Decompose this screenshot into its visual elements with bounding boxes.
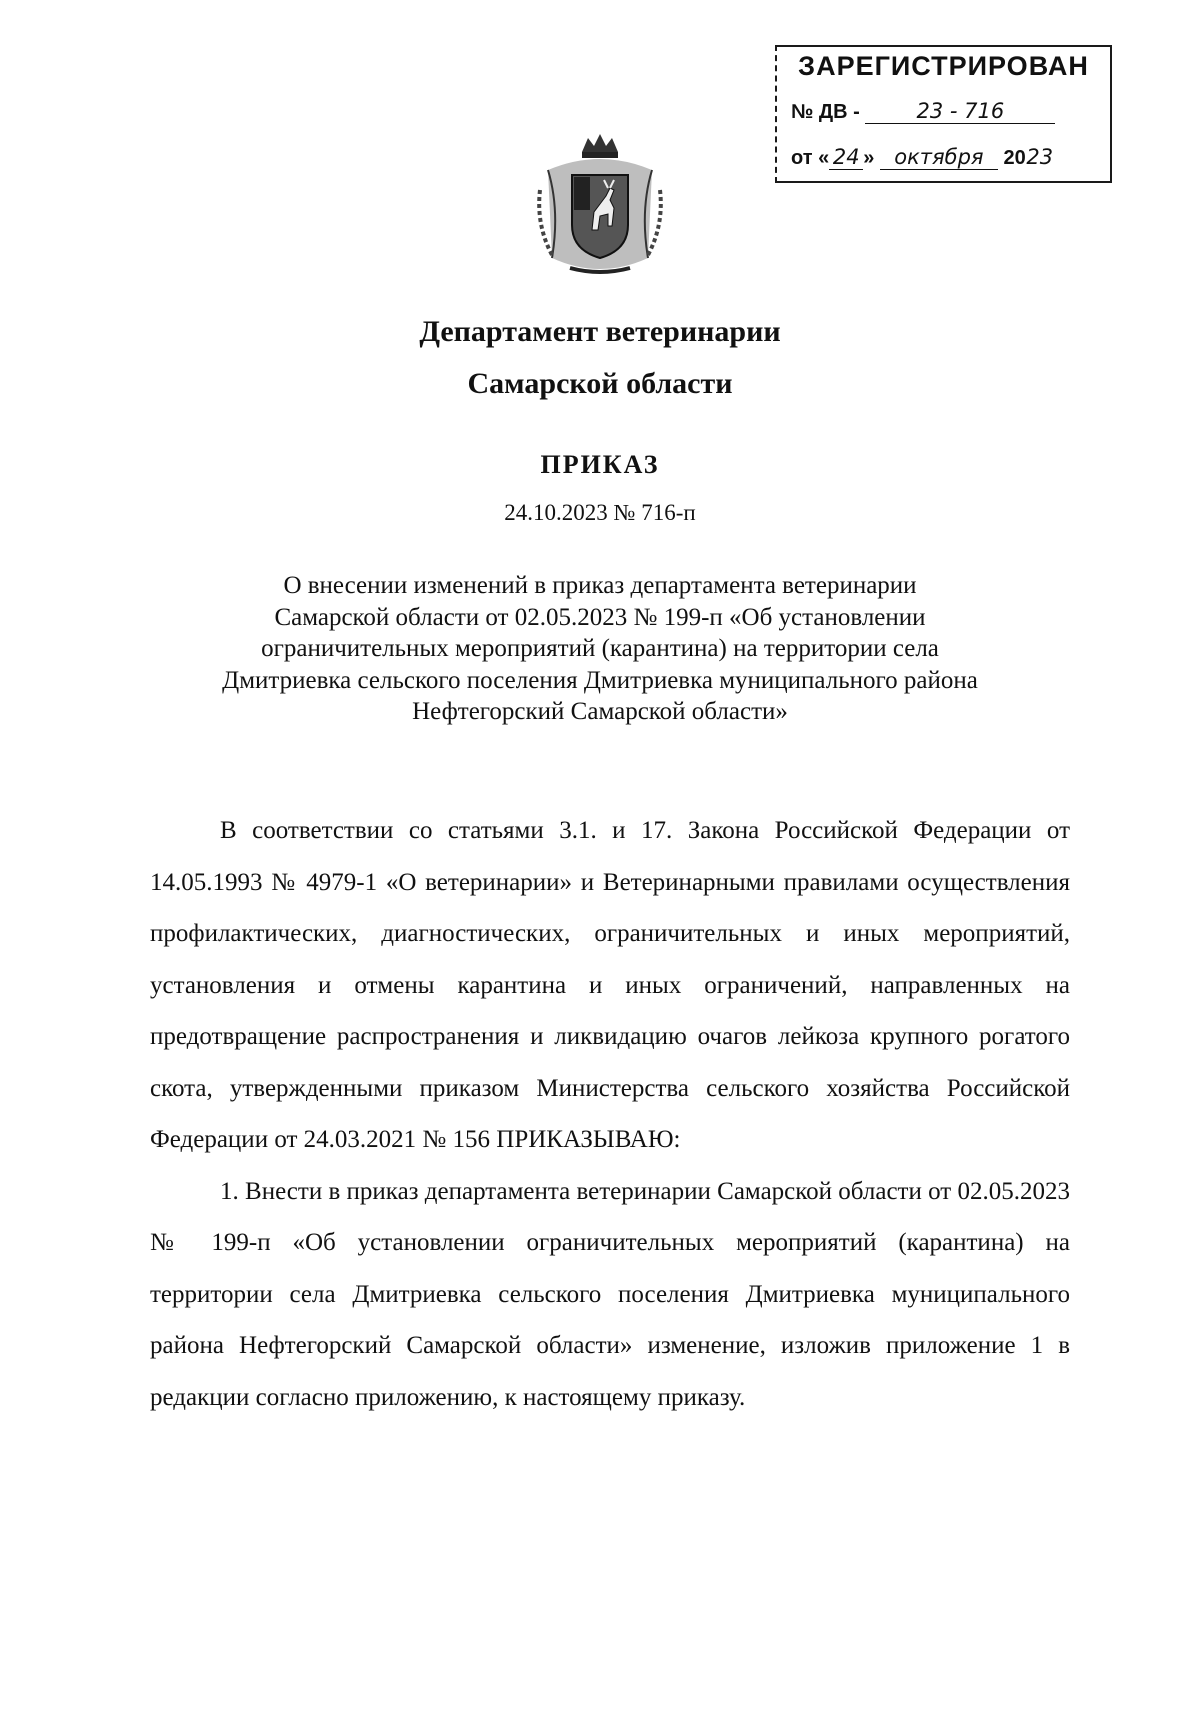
- subject-line: Нефтегорский Самарской области»: [412, 698, 788, 725]
- stamp-date-month: октября: [880, 145, 998, 170]
- department-name-line1: Департамент ветеринарии: [419, 315, 781, 348]
- stamp-number-value: 23 - 716: [865, 99, 1055, 124]
- subject-line: О внесении изменений в приказ департамента ветеринарии: [283, 572, 917, 599]
- registration-stamp: [775, 45, 1112, 183]
- stamp-date-row: [791, 145, 1054, 170]
- document-subject: [150, 570, 1050, 728]
- subject-line: Самарской области от 02.05.2023 № 199-п «Об установлении: [274, 603, 926, 631]
- stamp-title: ЗАРЕГИСТРИРОВАН: [798, 51, 1089, 81]
- document-type-title: ПРИКАЗ: [540, 450, 660, 479]
- document-date-number: 24.10.2023 № 716-п: [504, 500, 696, 525]
- document-body: [150, 805, 1070, 1423]
- stamp-date-day: 24: [829, 145, 863, 170]
- stamp-number-row: [791, 99, 1055, 124]
- body-paragraph-item-1: 1. Внести в приказ департамента ветеринарии Самарской области от 02.05.2023 № 199-п «Об установлении ограничительных мероприятий (карантина) на территории села Дмитриевка сельского поселения Дмитриевка муниципального района Нефтегорский Самарской области» изменение, изложив приложение 1 в редакции согласно приложению, к настоящему приказу.: [150, 1177, 1070, 1411]
- subject-line: ограничительных мероприятий (карантина) на территории села: [261, 635, 939, 662]
- samara-coat-of-arms-icon: [530, 130, 670, 280]
- stamp-number-label: № ДВ -: [791, 101, 860, 123]
- body-paragraph-preamble: В соответствии со статьями 3.1. и 17. Закона Российской Федерации от 14.05.1993 № 4979-1 «О ветеринарии» и Ветеринарными правилами осуществления профилактических, диагностических, ограничительных и иных мероприятий, установления и отмены карантина и иных ограничений, направленных на предотвращение распространения и ликвидацию очагов лейкоза крупного рогатого скота, утвержденными приказом Министерства сельского хозяйства Российской Федерации от 24.03.2021 № 156 ПРИКАЗЫВАЮ:: [150, 817, 1070, 1153]
- subject-line: Дмитриевка сельского поселения Дмитриевка муниципального района: [222, 666, 978, 694]
- department-name-line2: Самарской области: [467, 367, 733, 400]
- stamp-date-year-prefix: 20: [1003, 147, 1026, 169]
- stamp-date-year-suffix: 23: [1026, 145, 1054, 169]
- stamp-date-prefix: от «: [791, 147, 830, 169]
- stamp-date-mid: »: [863, 147, 875, 169]
